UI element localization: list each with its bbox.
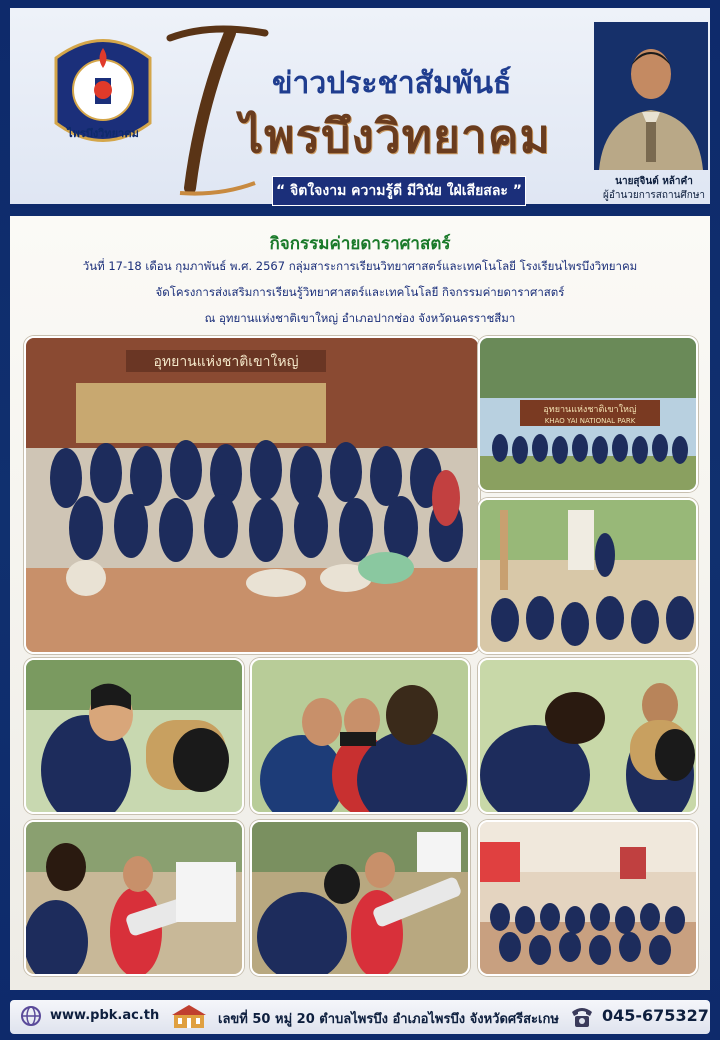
website-link[interactable]: www.pbk.ac.th (50, 1008, 160, 1023)
park-sign-text: อุทยานแห่งชาติเขาใหญ่ (153, 354, 299, 370)
school-motto: “ จิตใจงาม ความรู้ดี มีวินัย ใฝ่เสียสละ ” (272, 176, 526, 206)
school-logo (48, 28, 158, 178)
activity-desc-line1: วันที่ 17-18 เดือน กุมภาพันธ์ พ.ศ. 2567 กลุ่มสาระการเรียนวิทยาศาสตร์และเทคโนโลยี โรงเรียนไพรบึงวิทยาคม (82, 259, 638, 273)
photo-park-sign (478, 336, 698, 492)
phone-number[interactable]: 045-675327 (602, 1006, 709, 1025)
park-sign-th: อุทยานแห่งชาติเขาใหญ่ (543, 405, 637, 415)
director-role: ผู้อำนวยการสถานศึกษา (602, 190, 706, 201)
footer-bar (10, 1000, 710, 1034)
content-panel (10, 216, 710, 990)
globe-icon (20, 1005, 42, 1027)
photo-solar-telescope-1 (24, 658, 244, 814)
photo-solar-telescope-3 (478, 658, 698, 814)
news-title: ข่าวประชาสัมพันธ์ (272, 66, 512, 101)
park-sign-en: KHAO YAI NATIONAL PARK (544, 417, 636, 425)
activity-desc-line3: ณ อุทยานแห่งชาติเขาใหญ่ อำเภอปากช่อง จังหวัดนครราชสีมา (204, 311, 516, 325)
school-name-title: ไพรบึงวิทยาคม (240, 109, 551, 163)
photo-indoor-session (478, 820, 698, 976)
director-name: นายสุจินต์ หล้าคำ (615, 176, 693, 187)
phone-icon (568, 1004, 596, 1030)
logo-text: ไพรบึงวิทยาคม (67, 127, 139, 140)
school-building-icon (172, 1004, 206, 1030)
photo-telescope-instructor (24, 820, 244, 976)
director-portrait (594, 22, 708, 170)
photo-group-main (24, 336, 480, 654)
photo-lecture-outdoor (478, 498, 698, 654)
activity-desc-line2: จัดโครงการส่งเสริมการเรียนรู้วิทยาศาสตร์และเทคโนโลยี กิจกรรมค่ายดาราศาสตร์ (155, 285, 565, 299)
header-banner (10, 8, 710, 208)
school-address: เลขที่ 50 หมู่ 20 ตำบลไพรบึง อำเภอไพรบึง จังหวัดศรีสะเกษ (218, 1012, 559, 1027)
photo-telescope-student (250, 820, 470, 976)
photo-solar-telescope-2 (250, 658, 470, 814)
activity-title: กิจกรรมค่ายดาราศาสตร์ (269, 234, 451, 254)
